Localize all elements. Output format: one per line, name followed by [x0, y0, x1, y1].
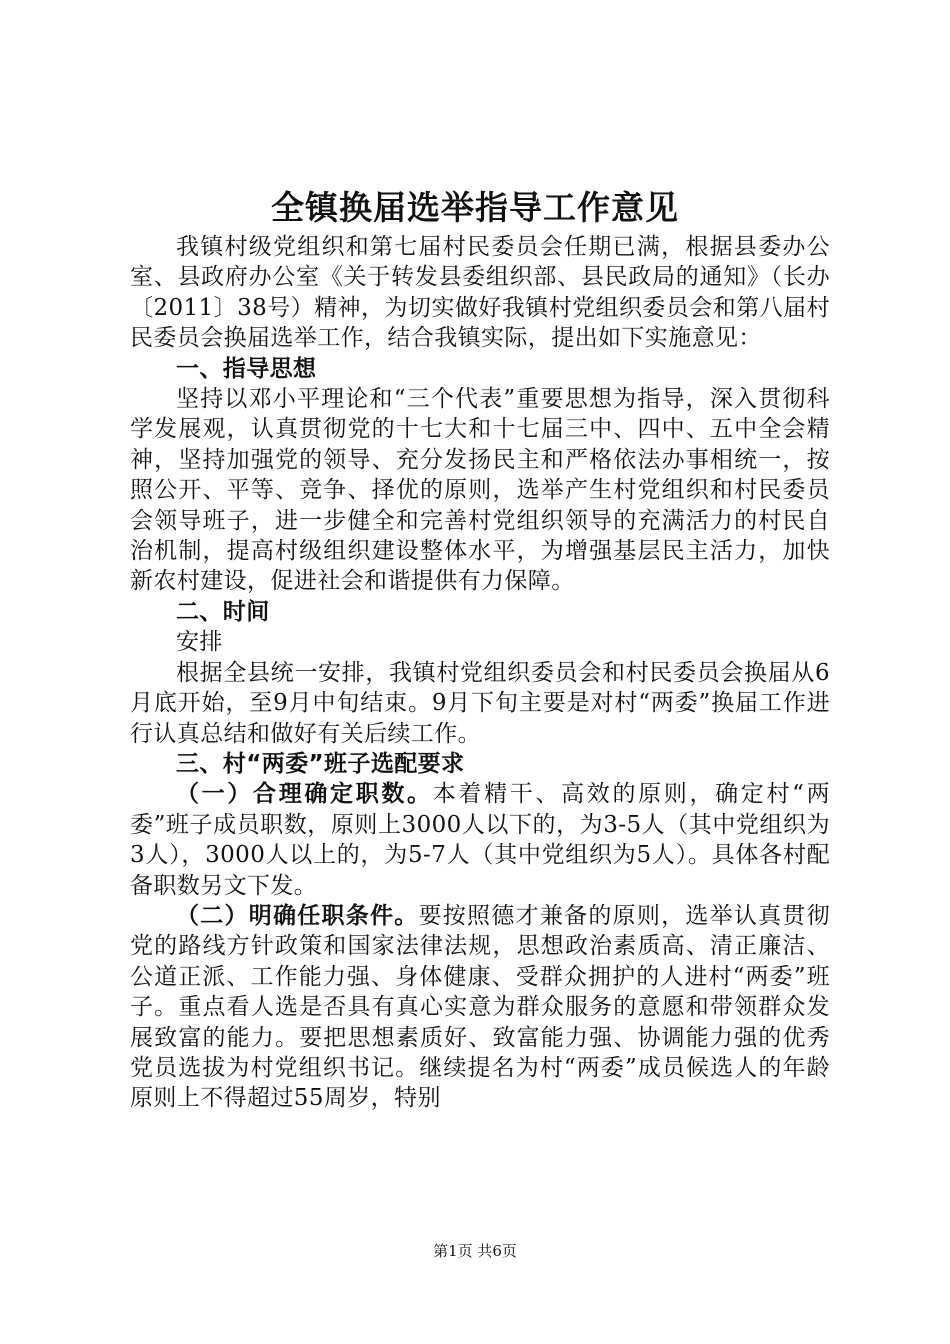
- page-footer: 第1页 共6页: [433, 1242, 517, 1260]
- time-paragraph: 根据全县统一安排，我镇村党组织委员会和村民委员会换届从6月底开始，至9月中旬结束。9月下旬主要是对村“两委”换届工作进行认真总结和做好有关后续工作。: [130, 659, 830, 747]
- document-body: [130, 232, 830, 1114]
- requirement-item-2-text: 要按照德才兼备的原则，选举认真贯彻党的路线方针政策和国家法律法规，思想政治素质高、清正廉洁、公道正派、工作能力强、身体健康、受群众拥护的人进村“两委”班子。重点看人选是否具有真心实意为群众服务的意愿和带领群众发展致富的能力。要把思想素质好、致富能力强、协调能力强的优秀党员选拔为村党组织书记。继续提名为村“两委”成员候选人的年龄原则上不得超过55周岁，特别: [130, 902, 831, 1112]
- section-heading-guiding-ideology: 一、指导思想: [176, 355, 317, 382]
- requirement-item-1-lead: （一）合理确定职数。: [176, 781, 433, 808]
- time-subheading: 安排: [176, 629, 223, 656]
- requirement-item-2: [130, 901, 830, 1114]
- intro-paragraph: 我镇村级党组织和第七届村民委员会任期已满，根据县委办公室、县政府办公室《关于转发县委组织部、县民政局的通知》（长办〔2011〕38号）精神，为切实做好我镇村党组织委员会和第八届村民委员会换届选举工作，结合我镇实际，提出如下实施意见：: [130, 234, 830, 352]
- guiding-ideology-paragraph: 坚持以邓小平理论和“三个代表”重要思想为指导，深入贯彻科学发展观，认真贯彻党的十七大和十七届三中、四中、五中全会精神，坚持加强党的领导、充分发扬民主和严格依法办事相统一，按照公开、平等、竞争、择优的原则，选举产生村党组织和村民委员会领导班子，进一步健全和完善村党组织领导的充满活力的村民自治机制，提高村级组织建设整体水平，为增强基层民主活力，加快新农村建设，促进社会和谐提供有力保障。: [130, 386, 830, 595]
- requirement-item-1: [130, 779, 830, 901]
- section-heading-time: 二、时间: [176, 598, 270, 625]
- section-heading-requirements: 三、村“两委”班子选配要求: [176, 750, 465, 777]
- requirement-item-1-text: 本着精干、高效的原则，确定村“两委”班子成员职数，原则上3000人以下的，为3-5人（其中党组织为3人），3000人以上的，为5-7人（其中党组织为5人）。具体各村配备职数另文下发。: [130, 781, 830, 899]
- requirement-item-2-lead: （二）明确任职条件。: [176, 902, 419, 929]
- document-title: 全镇换届选举指导工作意见: [271, 188, 679, 227]
